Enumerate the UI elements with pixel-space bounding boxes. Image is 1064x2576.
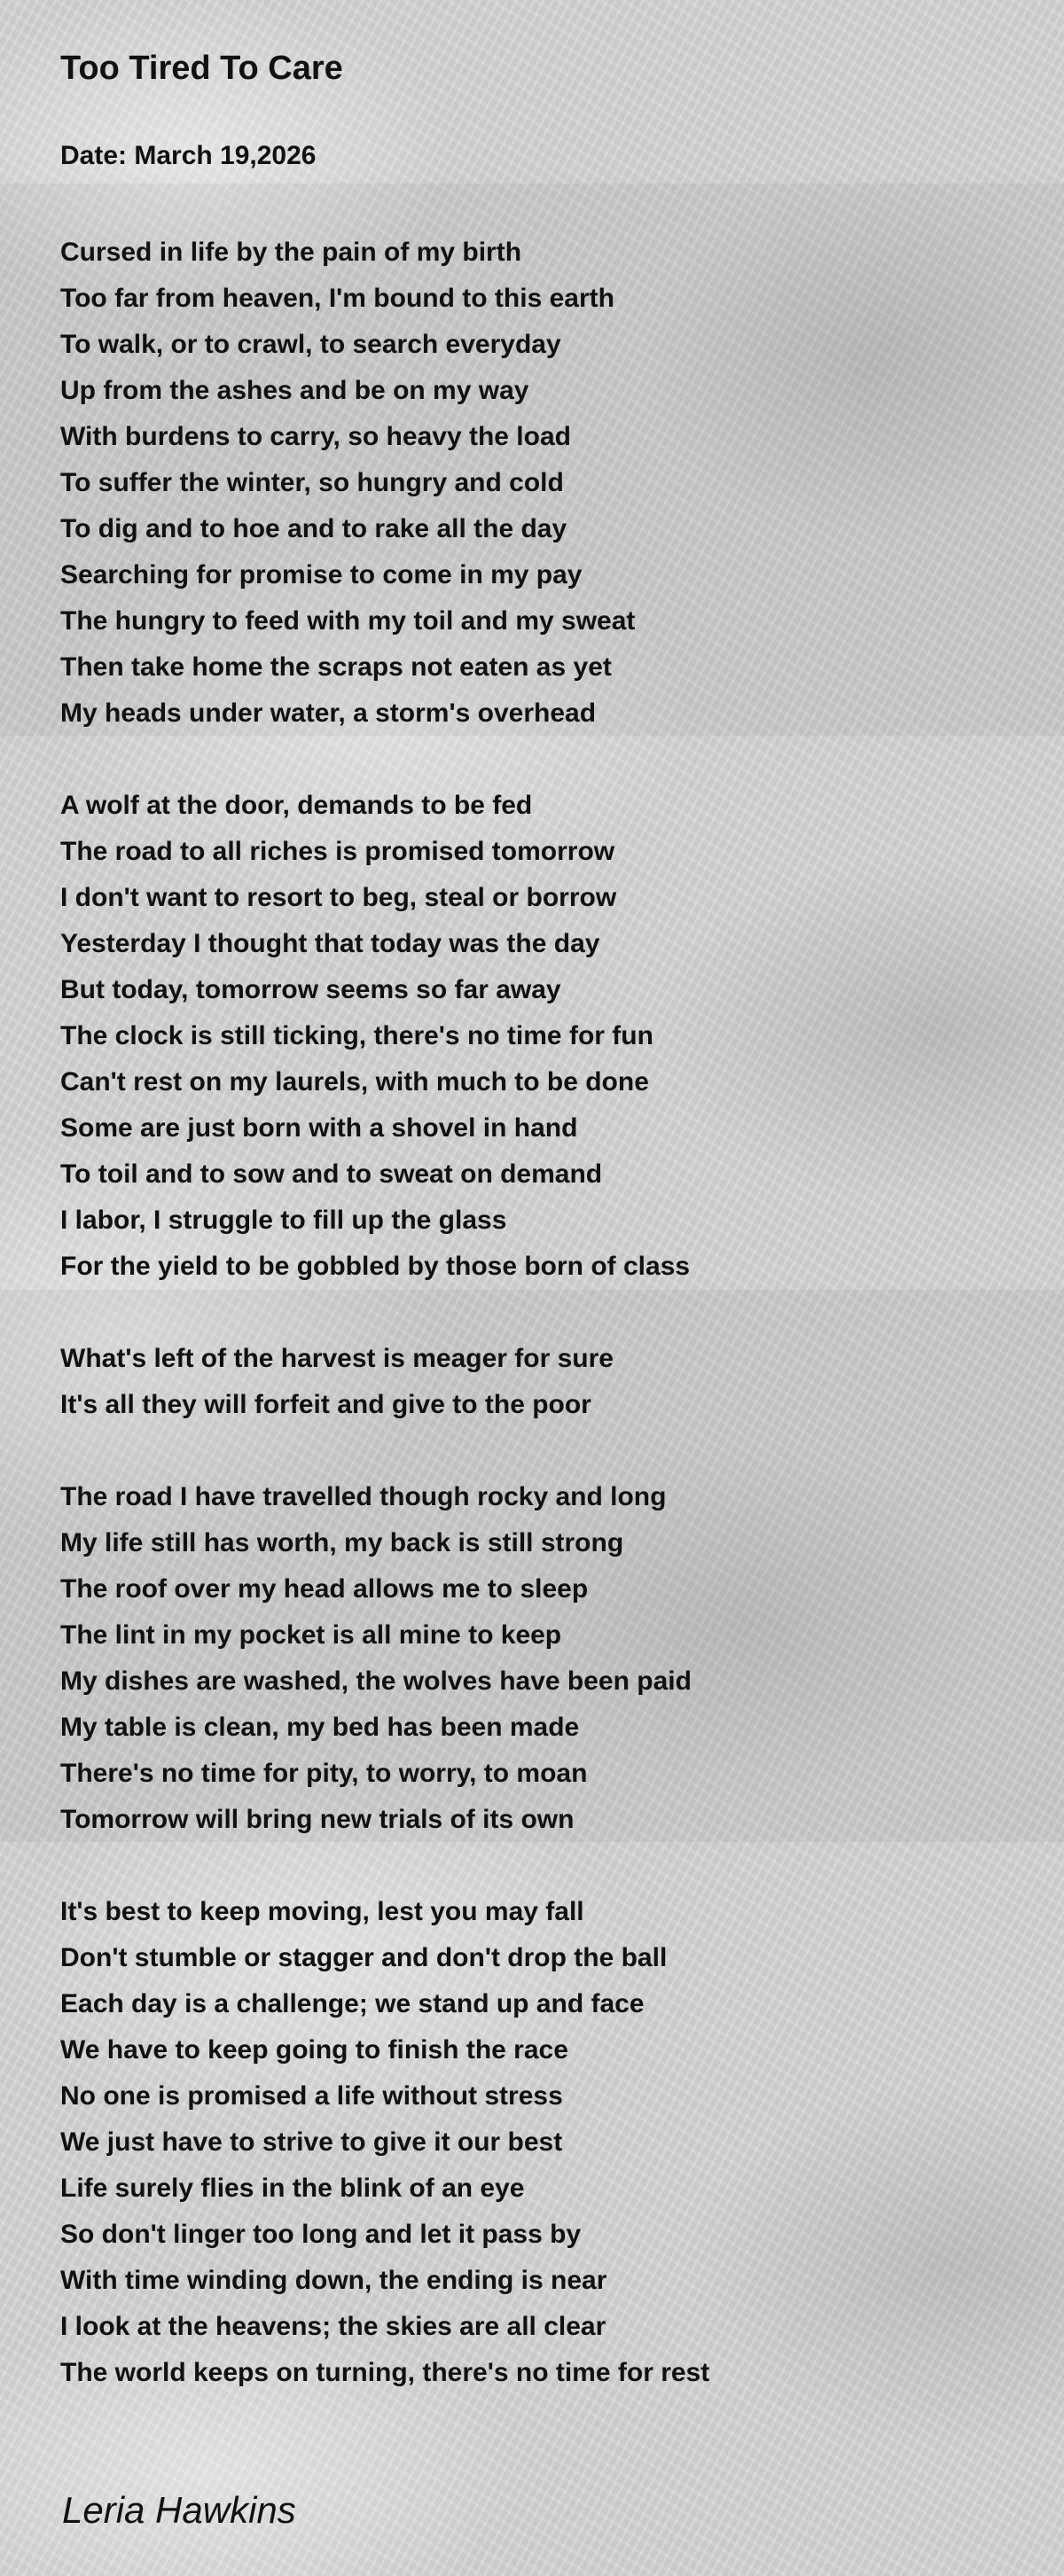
poem-line: The roof over my head allows me to sleep <box>60 1574 589 1604</box>
poem-line: What's left of the harvest is meager for sure <box>60 1344 614 1373</box>
poem-line: My life still has worth, my back is still strong <box>60 1528 624 1557</box>
poem-line: No one is promised a life without stress <box>60 2081 563 2111</box>
poem-line: The lint in my pocket is all mine to keep <box>60 1620 562 1650</box>
poem-line: Some are just born with a shovel in hand <box>60 1113 578 1143</box>
poem-line: My dishes are washed, the wolves have been paid <box>60 1667 692 1696</box>
poem-line: Each day is a challenge; we stand up and face <box>60 1989 645 2018</box>
poem-line: We have to keep going to finish the race <box>60 2035 568 2065</box>
author-name: Leria Hawkins <box>62 2489 296 2531</box>
poem-line: The hungry to feed with my toil and my sweat <box>60 606 636 636</box>
poem-title: Too Tired To Care <box>60 50 343 87</box>
poem-line: With burdens to carry, so heavy the load <box>60 422 571 451</box>
poem-line: I don't want to resort to beg, steal or borrow <box>60 883 617 912</box>
poem-line: I look at the heavens; the skies are all clear <box>60 2312 606 2341</box>
poem-stanza <box>60 783 1036 1290</box>
poem-line: It's all they will forfeit and give to the poor <box>60 1390 591 1419</box>
poem-line: The world keeps on turning, there's no time for rest <box>60 2358 710 2387</box>
poem-line: To walk, or to crawl, to search everyday <box>60 330 561 359</box>
poem-line: A wolf at the door, demands to be fed <box>60 791 533 820</box>
poem-line: The clock is still ticking, there's no time for fun <box>60 1021 653 1050</box>
poem-line: With time winding down, the ending is near <box>60 2266 607 2295</box>
poem-line: To dig and to hoe and to rake all the day <box>60 514 567 543</box>
poem-line: So don't linger too long and let it pass by <box>60 2220 582 2249</box>
poem-line: There's no time for pity, to worry, to moan <box>60 1759 588 1788</box>
poem-line: We just have to strive to give it our best <box>60 2127 563 2157</box>
poem-date: Date: March 19,2026 <box>60 141 317 170</box>
poem-line: The road to all riches is promised tomorrow <box>60 837 615 866</box>
poem-line: Tomorrow will bring new trials of its own <box>60 1805 575 1834</box>
poem-line: To suffer the winter, so hungry and cold <box>60 468 564 497</box>
poem-line: Searching for promise to come in my pay <box>60 560 583 589</box>
poem-line: My table is clean, my bed has been made <box>60 1713 580 1742</box>
poem-line: I labor, I struggle to fill up the glass <box>60 1206 507 1235</box>
poem-line: My heads under water, a storm's overhead <box>60 699 597 728</box>
poem-line: Up from the ashes and be on my way <box>60 376 529 405</box>
poem-stanza <box>60 1889 1036 2396</box>
poem-stanza <box>60 1474 1036 1843</box>
poem-line: Don't stumble or stagger and don't drop the ball <box>60 1943 668 1972</box>
poem-stanza <box>60 1336 1036 1428</box>
poem-line: To toil and to sow and to sweat on demand <box>60 1159 603 1189</box>
poem-line: The road I have travelled though rocky and long <box>60 1482 667 1511</box>
poem-line: Yesterday I thought that today was the day <box>60 929 600 958</box>
poem-line: Cursed in life by the pain of my birth <box>60 238 522 267</box>
poem-line: Too far from heaven, I'm bound to this earth <box>60 284 614 313</box>
poem-line: Can't rest on my laurels, with much to be done <box>60 1067 649 1097</box>
poem-line: For the yield to be gobbled by those born of class <box>60 1252 691 1281</box>
poem-line: Then take home the scraps not eaten as yet <box>60 652 612 682</box>
poem-line: Life surely flies in the blink of an eye <box>60 2174 525 2203</box>
poem-line: But today, tomorrow seems so far away <box>60 975 561 1004</box>
poem-stanza <box>60 230 1036 737</box>
poem-body <box>60 230 1036 2442</box>
poem-line: It's best to keep moving, lest you may fall <box>60 1897 584 1926</box>
